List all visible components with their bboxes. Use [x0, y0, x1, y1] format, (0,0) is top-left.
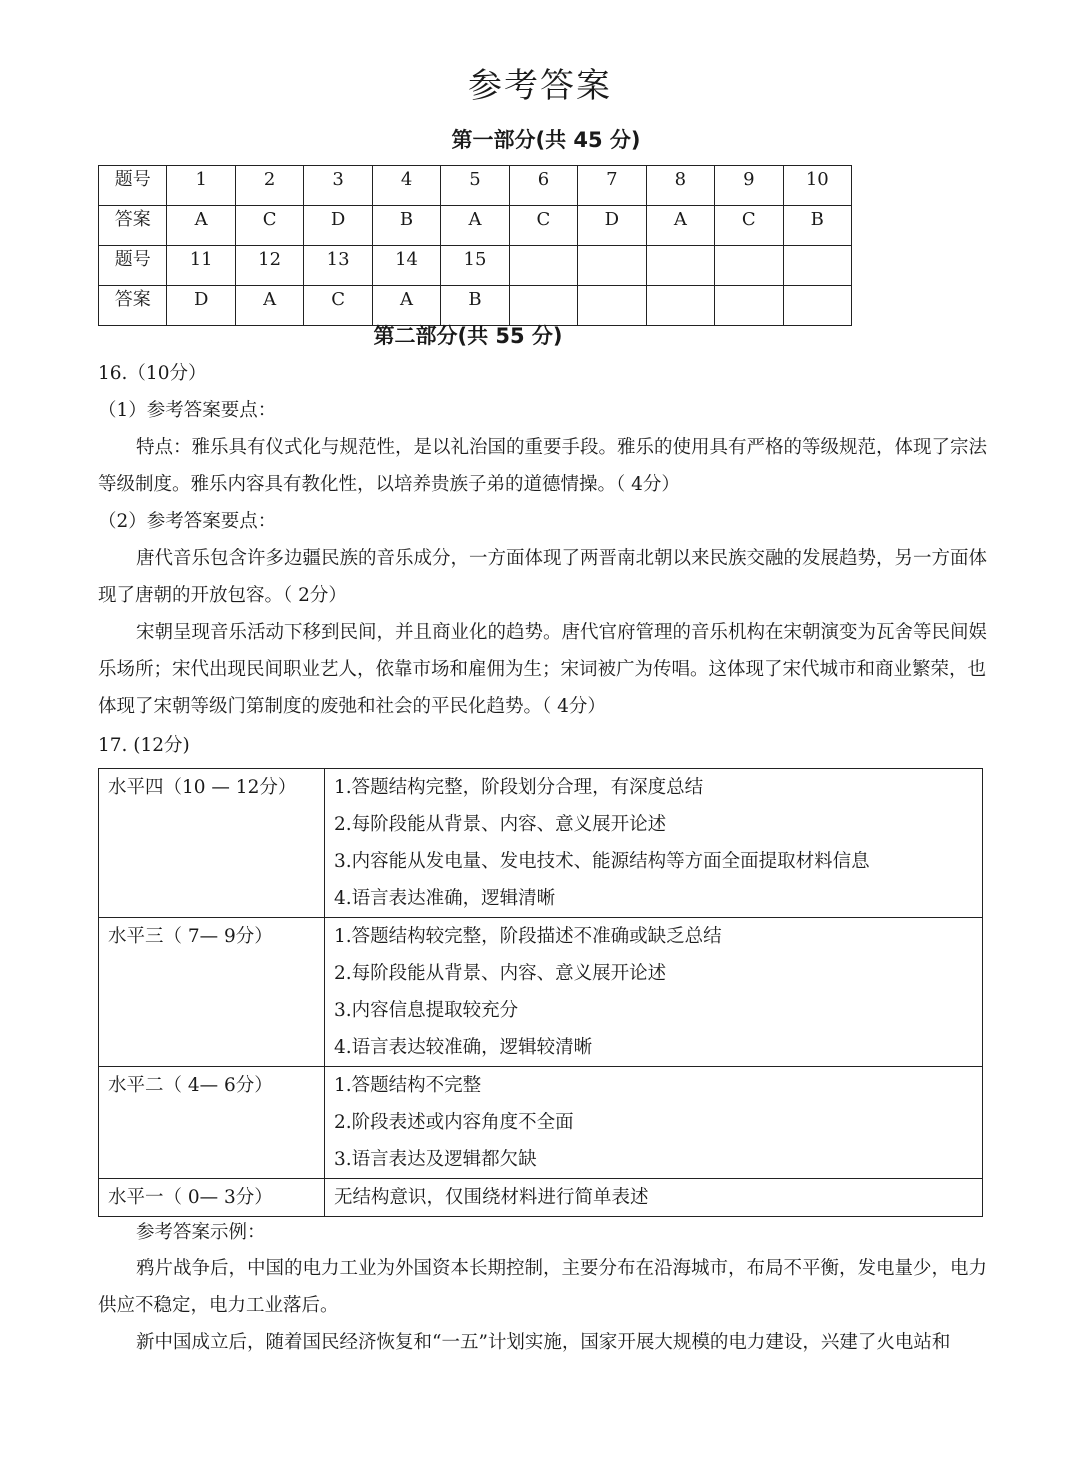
answer-cell: 8 — [646, 166, 714, 206]
answer-cell: 1 — [167, 166, 235, 206]
rubric-level: 水平一（ 0— 3分） — [99, 1179, 325, 1217]
rubric-level: 水平二（ 4— 6分） — [99, 1067, 325, 1179]
answer-cell: A — [372, 286, 440, 326]
answer-cell: D — [304, 206, 372, 246]
answer-cell: 10 — [783, 166, 851, 206]
answer-cell: 14 — [372, 246, 440, 286]
answer-cell: 11 — [167, 246, 235, 286]
answer-cell: 7 — [578, 166, 646, 206]
answer-row-label: 答案 — [99, 286, 167, 326]
rubric-criteria — [325, 1067, 983, 1179]
rubric-table — [98, 768, 983, 1217]
answer-cell: 2 — [235, 166, 303, 206]
part2-heading: 第二部分(共 55 分) — [373, 324, 563, 348]
answer-row-label: 题号 — [99, 246, 167, 286]
answer-row-label: 题号 — [99, 166, 167, 206]
rubric-criterion: 2.阶段表述或内容角度不全面 — [334, 1112, 574, 1133]
answer-cell: 15 — [441, 246, 509, 286]
q17-header: 17. (12分) — [98, 735, 190, 756]
rubric-criterion: 1.答题结构不完整 — [334, 1075, 482, 1096]
answer-cell: A — [646, 206, 714, 246]
q16-sub1-label: （1）参考答案要点： — [98, 400, 277, 421]
answer-cell: B — [372, 206, 440, 246]
answer-cell: A — [235, 286, 303, 326]
rubric-row — [99, 1179, 983, 1217]
q17-example-label: 参考答案示例： — [136, 1222, 266, 1243]
answer-cell: 13 — [304, 246, 372, 286]
rubric-criterion: 3.内容能从发电量、发电技术、能源结构等方面全面提取材料信息 — [334, 851, 870, 872]
answer-cell: C — [304, 286, 372, 326]
rubric-criterion: 1.答题结构较完整，阶段描述不准确或缺乏总结 — [334, 926, 722, 947]
rubric-criterion: 3.语言表达及逻辑都欠缺 — [334, 1149, 537, 1170]
answer-cell: 4 — [372, 166, 440, 206]
answer-row-label: 答案 — [99, 206, 167, 246]
rubric-criterion: 4.语言表达较准确，逻辑较清晰 — [334, 1037, 593, 1058]
answer-cell: B — [783, 206, 851, 246]
page-title: 参考答案 — [468, 66, 612, 106]
answer-row — [99, 166, 852, 206]
q16-sub1-text: 特点：雅乐具有仪式化与规范性，是以礼治国的重要手段。雅乐的使用具有严格的等级规范，体现了宗法等级制度。雅乐内容具有教化性，以培养贵族子弟的道德情操。（ 4分） — [98, 437, 988, 495]
answer-cell: D — [167, 286, 235, 326]
answer-cell: C — [235, 206, 303, 246]
answer-cell: 9 — [715, 166, 783, 206]
part1-heading: 第一部分(共 45 分) — [451, 128, 641, 152]
answer-cell: 5 — [441, 166, 509, 206]
answer-table — [98, 165, 852, 326]
rubric-criteria — [325, 769, 983, 918]
rubric-criterion: 3.内容信息提取较充分 — [334, 1000, 519, 1021]
rubric-criterion: 2.每阶段能从背景、内容、意义展开论述 — [334, 963, 667, 984]
q17-example-p2: 新中国成立后，随着国民经济恢复和“一五”计划实施，国家开展大规模的电力建设，兴建了火电站和 — [136, 1332, 951, 1353]
answer-cell: C — [509, 206, 577, 246]
answer-cell: A — [441, 206, 509, 246]
answer-cell — [578, 246, 646, 286]
answer-cell: C — [715, 206, 783, 246]
answer-row — [99, 246, 852, 286]
rubric-criterion: 4.语言表达准确，逻辑清晰 — [334, 888, 556, 909]
answer-cell — [783, 246, 851, 286]
rubric-criterion: 1.答题结构完整，阶段划分合理，有深度总结 — [334, 777, 704, 798]
q17-example-p1: 鸦片战争后，中国的电力工业为外国资本长期控制，主要分布在沿海城市，布局不平衡，发电量少，电力供应不稳定，电力工业落后。 — [98, 1258, 988, 1316]
answer-cell — [715, 246, 783, 286]
rubric-row — [99, 1067, 983, 1179]
answer-cell — [646, 246, 714, 286]
rubric-row — [99, 918, 983, 1067]
rubric-criterion: 2.每阶段能从背景、内容、意义展开论述 — [334, 814, 667, 835]
answer-cell: A — [167, 206, 235, 246]
q16-header: 16.（10分） — [98, 363, 207, 384]
rubric-level: 水平三（ 7— 9分） — [99, 918, 325, 1067]
rubric-criteria — [325, 1179, 983, 1217]
q16-sub2-text2: 宋朝呈现音乐活动下移到民间，并且商业化的趋势。唐代官府管理的音乐机构在宋朝演变为瓦舍等民间娱乐场所；宋代出现民间职业艺人，依靠市场和雇佣为生；宋词被广为传唱。这体现了宋代城市和商业繁荣，也体现了宋朝等级门第制度的废弛和社会的平民化趋势。（ 4分） — [98, 622, 988, 717]
rubric-criterion: 无结构意识，仅围绕材料进行简单表述 — [334, 1187, 649, 1208]
answer-cell: B — [441, 286, 509, 326]
q16-sub2-text1: 唐代音乐包含许多边疆民族的音乐成分，一方面体现了两晋南北朝以来民族交融的发展趋势，另一方面体现了唐朝的开放包容。（ 2分） — [98, 548, 988, 606]
q16-sub2-label: （2）参考答案要点： — [98, 511, 277, 532]
rubric-level: 水平四（10 — 12分） — [99, 769, 325, 918]
answer-cell — [509, 246, 577, 286]
answer-cell: 6 — [509, 166, 577, 206]
answer-row — [99, 206, 852, 246]
answer-cell: 3 — [304, 166, 372, 206]
answer-cell: 12 — [235, 246, 303, 286]
answer-cell: D — [578, 206, 646, 246]
rubric-row — [99, 769, 983, 918]
rubric-criteria — [325, 918, 983, 1067]
